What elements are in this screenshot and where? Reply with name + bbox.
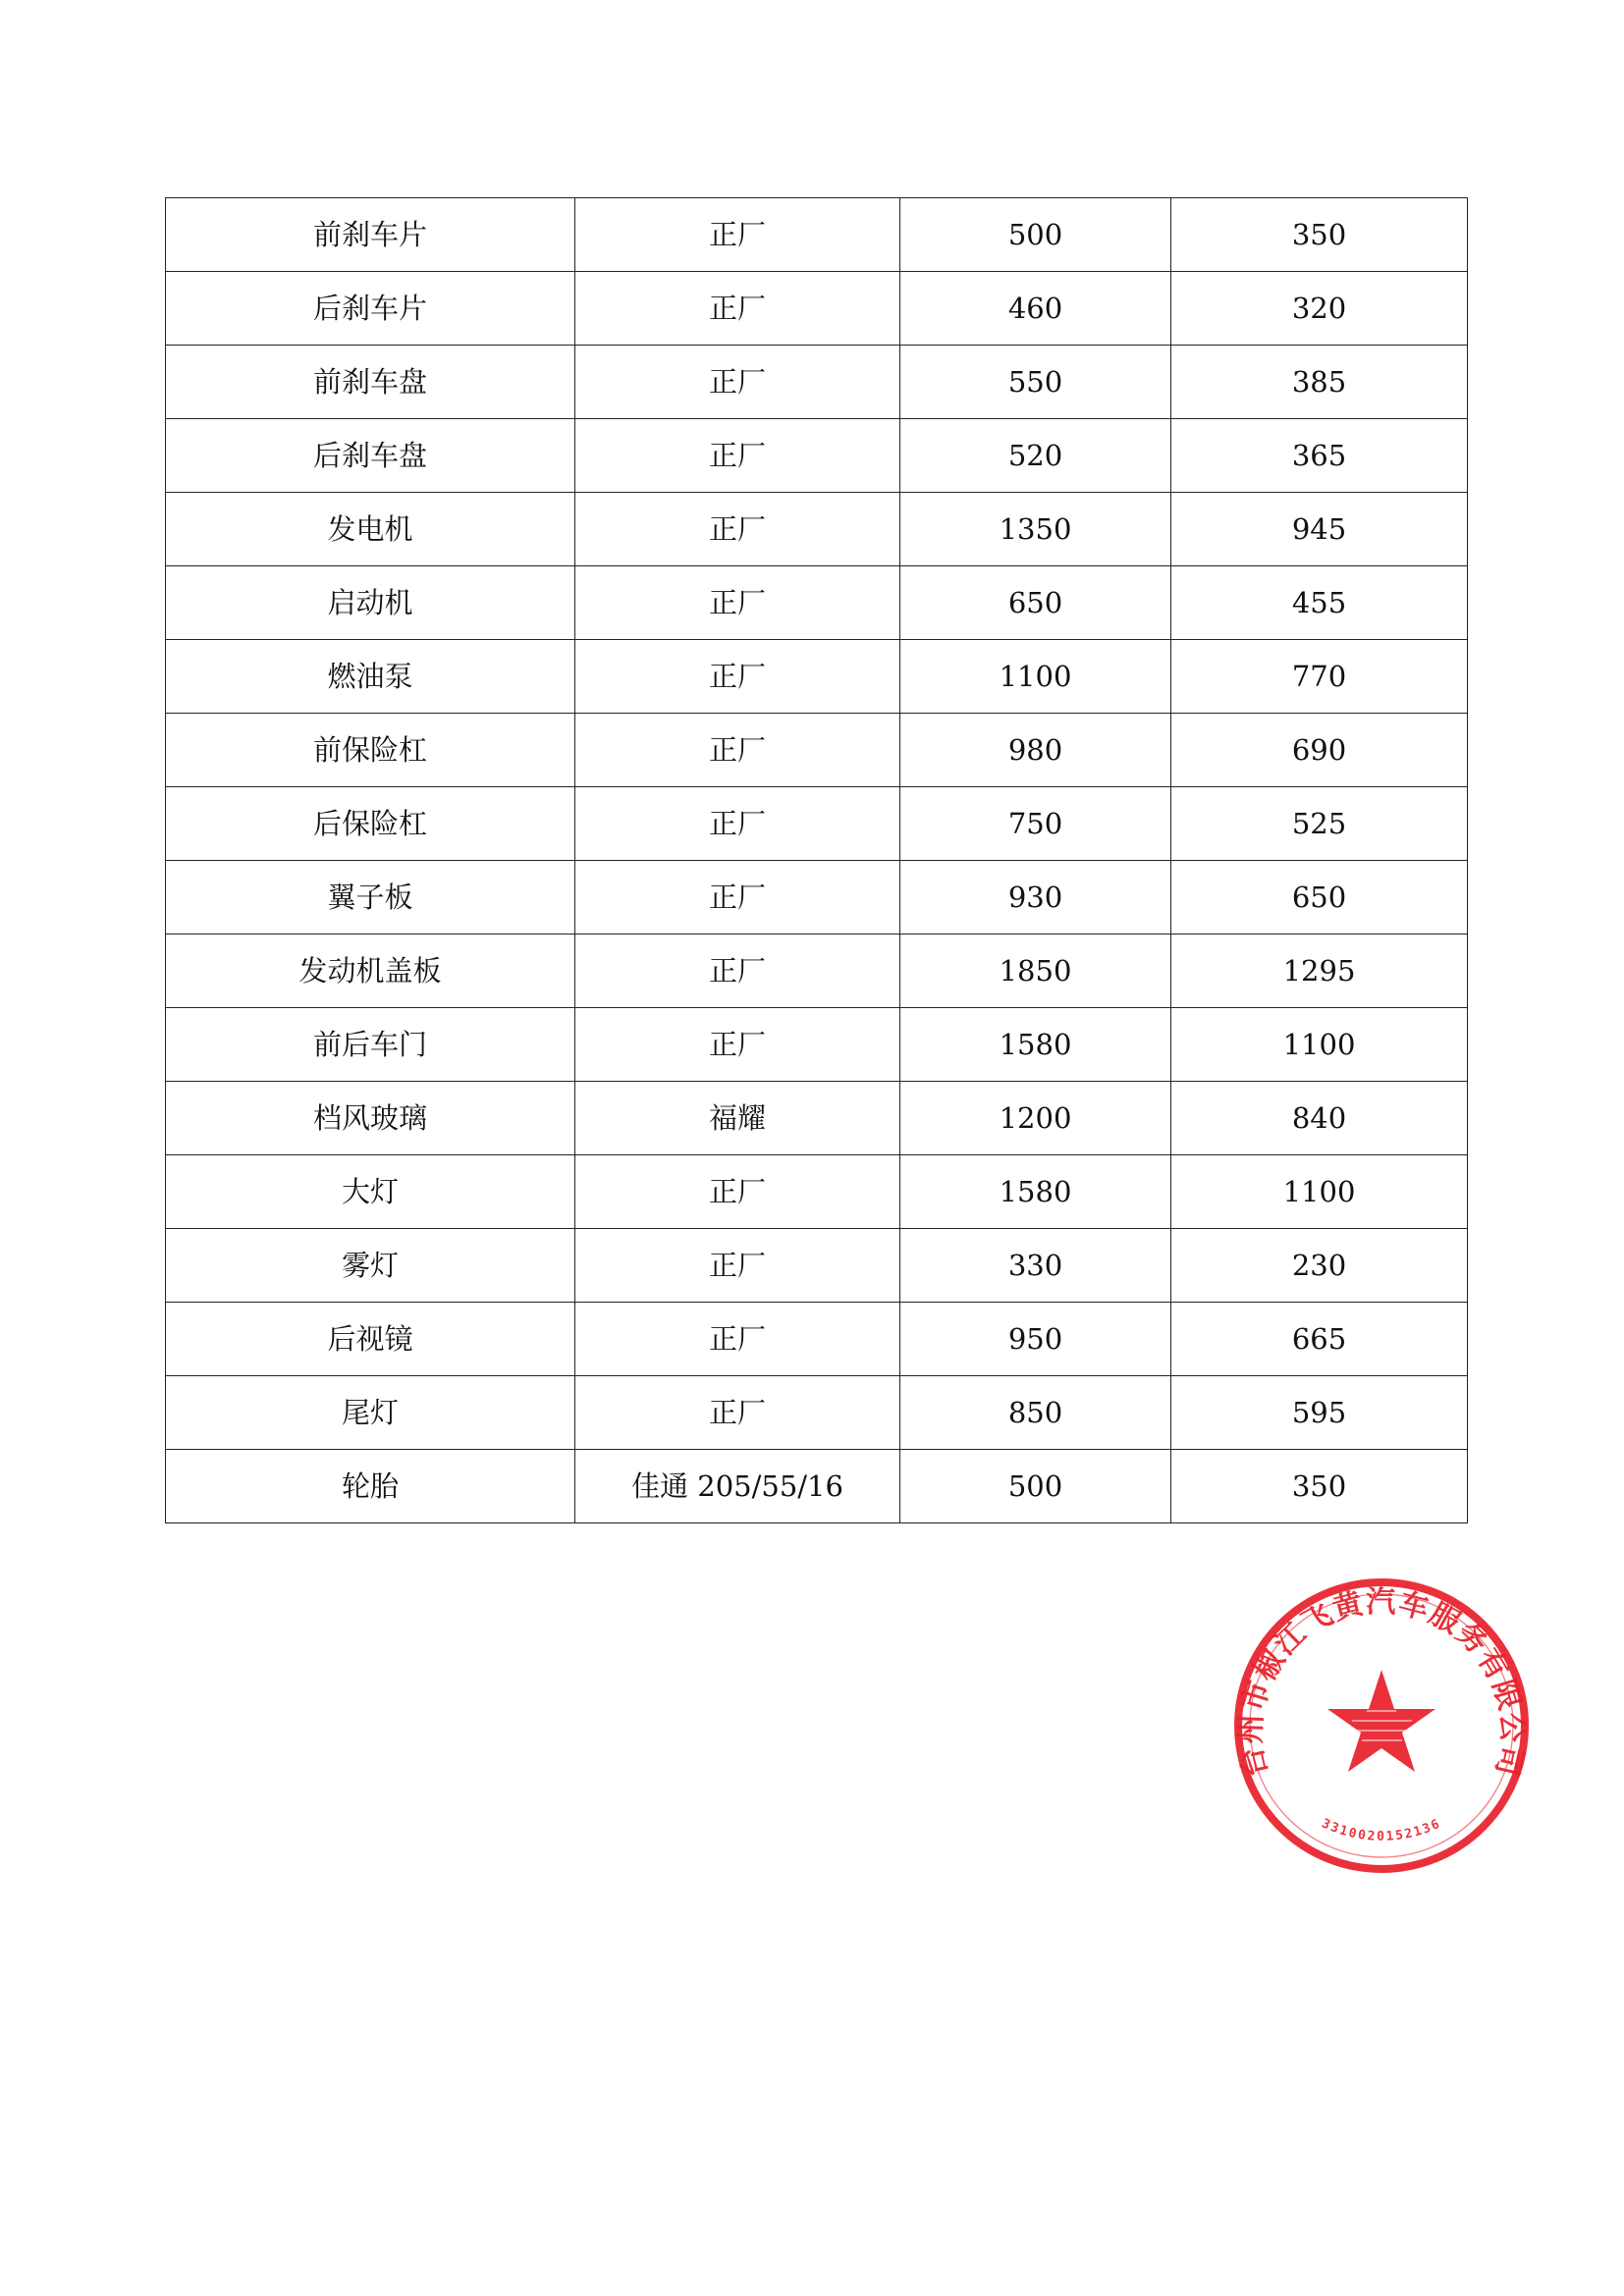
part-name-cell: 雾灯 <box>166 1229 575 1303</box>
table-row <box>166 714 1468 787</box>
part-name-cell: 前刹车盘 <box>166 346 575 419</box>
price-cell: 1350 <box>900 493 1171 566</box>
part-name-cell: 后刹车片 <box>166 272 575 346</box>
price-cell: 500 <box>900 1450 1171 1523</box>
discount-price-cell: 665 <box>1171 1303 1468 1376</box>
brand-cell: 正厂 <box>575 419 900 493</box>
part-name-cell: 轮胎 <box>166 1450 575 1523</box>
part-name-cell: 前保险杠 <box>166 714 575 787</box>
price-cell: 930 <box>900 861 1171 934</box>
part-name-cell: 前刹车片 <box>166 198 575 272</box>
seal-code <box>1320 1816 1444 1843</box>
price-cell: 980 <box>900 714 1171 787</box>
part-name-cell: 后刹车盘 <box>166 419 575 493</box>
brand-cell: 正厂 <box>575 272 900 346</box>
part-name-cell: 大灯 <box>166 1155 575 1229</box>
price-cell: 650 <box>900 566 1171 640</box>
table-row <box>166 1082 1468 1155</box>
brand-cell: 正厂 <box>575 1008 900 1082</box>
table-row <box>166 566 1468 640</box>
price-cell: 1580 <box>900 1008 1171 1082</box>
brand-cell: 正厂 <box>575 640 900 714</box>
price-cell: 520 <box>900 419 1171 493</box>
brand-cell: 佳通 205/55/16 <box>575 1450 900 1523</box>
discount-price-cell: 350 <box>1171 198 1468 272</box>
company-seal <box>1229 1574 1534 1878</box>
table-row <box>166 346 1468 419</box>
price-cell: 330 <box>900 1229 1171 1303</box>
discount-price-cell: 840 <box>1171 1082 1468 1155</box>
discount-price-cell: 525 <box>1171 787 1468 861</box>
price-cell: 500 <box>900 198 1171 272</box>
discount-price-cell: 1100 <box>1171 1008 1468 1082</box>
part-name-cell: 燃油泵 <box>166 640 575 714</box>
brand-cell: 正厂 <box>575 1155 900 1229</box>
table-row <box>166 1155 1468 1229</box>
table-row <box>166 640 1468 714</box>
part-name-cell: 翼子板 <box>166 861 575 934</box>
table-row <box>166 419 1468 493</box>
brand-cell: 正厂 <box>575 198 900 272</box>
table-row <box>166 1008 1468 1082</box>
discount-price-cell: 1100 <box>1171 1155 1468 1229</box>
table-row <box>166 1376 1468 1450</box>
table-body <box>166 198 1468 1523</box>
brand-cell: 正厂 <box>575 714 900 787</box>
part-name-cell: 后视镜 <box>166 1303 575 1376</box>
part-name-cell: 档风玻璃 <box>166 1082 575 1155</box>
seal-company-name-path: 台州市椒江飞黄汽车服务有限公司 <box>1233 1585 1530 1781</box>
table-row <box>166 861 1468 934</box>
table-row <box>166 272 1468 346</box>
table-row <box>166 1450 1468 1523</box>
part-name-cell: 启动机 <box>166 566 575 640</box>
brand-cell: 正厂 <box>575 1376 900 1450</box>
price-cell: 1200 <box>900 1082 1171 1155</box>
part-name-cell: 发电机 <box>166 493 575 566</box>
table-row <box>166 787 1468 861</box>
discount-price-cell: 350 <box>1171 1450 1468 1523</box>
discount-price-cell: 230 <box>1171 1229 1468 1303</box>
price-cell: 750 <box>900 787 1171 861</box>
table-row <box>166 1303 1468 1376</box>
table-row <box>166 934 1468 1008</box>
discount-price-cell: 320 <box>1171 272 1468 346</box>
table-row <box>166 493 1468 566</box>
brand-cell: 福耀 <box>575 1082 900 1155</box>
brand-cell: 正厂 <box>575 493 900 566</box>
parts-price-table <box>165 197 1468 1523</box>
discount-price-cell: 595 <box>1171 1376 1468 1450</box>
discount-price-cell: 650 <box>1171 861 1468 934</box>
price-cell: 1580 <box>900 1155 1171 1229</box>
table-row <box>166 1229 1468 1303</box>
brand-cell: 正厂 <box>575 1229 900 1303</box>
part-name-cell: 发动机盖板 <box>166 934 575 1008</box>
discount-price-cell: 365 <box>1171 419 1468 493</box>
discount-price-cell: 1295 <box>1171 934 1468 1008</box>
price-cell: 950 <box>900 1303 1171 1376</box>
price-cell: 550 <box>900 346 1171 419</box>
brand-cell: 正厂 <box>575 1303 900 1376</box>
discount-price-cell: 690 <box>1171 714 1468 787</box>
brand-cell: 正厂 <box>575 861 900 934</box>
brand-cell: 正厂 <box>575 934 900 1008</box>
price-cell: 850 <box>900 1376 1171 1450</box>
discount-price-cell: 385 <box>1171 346 1468 419</box>
discount-price-cell: 770 <box>1171 640 1468 714</box>
part-name-cell: 尾灯 <box>166 1376 575 1450</box>
brand-cell: 正厂 <box>575 787 900 861</box>
discount-price-cell: 945 <box>1171 493 1468 566</box>
table-row <box>166 198 1468 272</box>
part-name-cell: 前后车门 <box>166 1008 575 1082</box>
price-cell: 1850 <box>900 934 1171 1008</box>
price-cell: 1100 <box>900 640 1171 714</box>
discount-price-cell: 455 <box>1171 566 1468 640</box>
price-cell: 460 <box>900 272 1171 346</box>
part-name-cell: 后保险杠 <box>166 787 575 861</box>
brand-cell: 正厂 <box>575 346 900 419</box>
brand-cell: 正厂 <box>575 566 900 640</box>
seal-code-path: 3310020152136 <box>1319 1816 1444 1844</box>
